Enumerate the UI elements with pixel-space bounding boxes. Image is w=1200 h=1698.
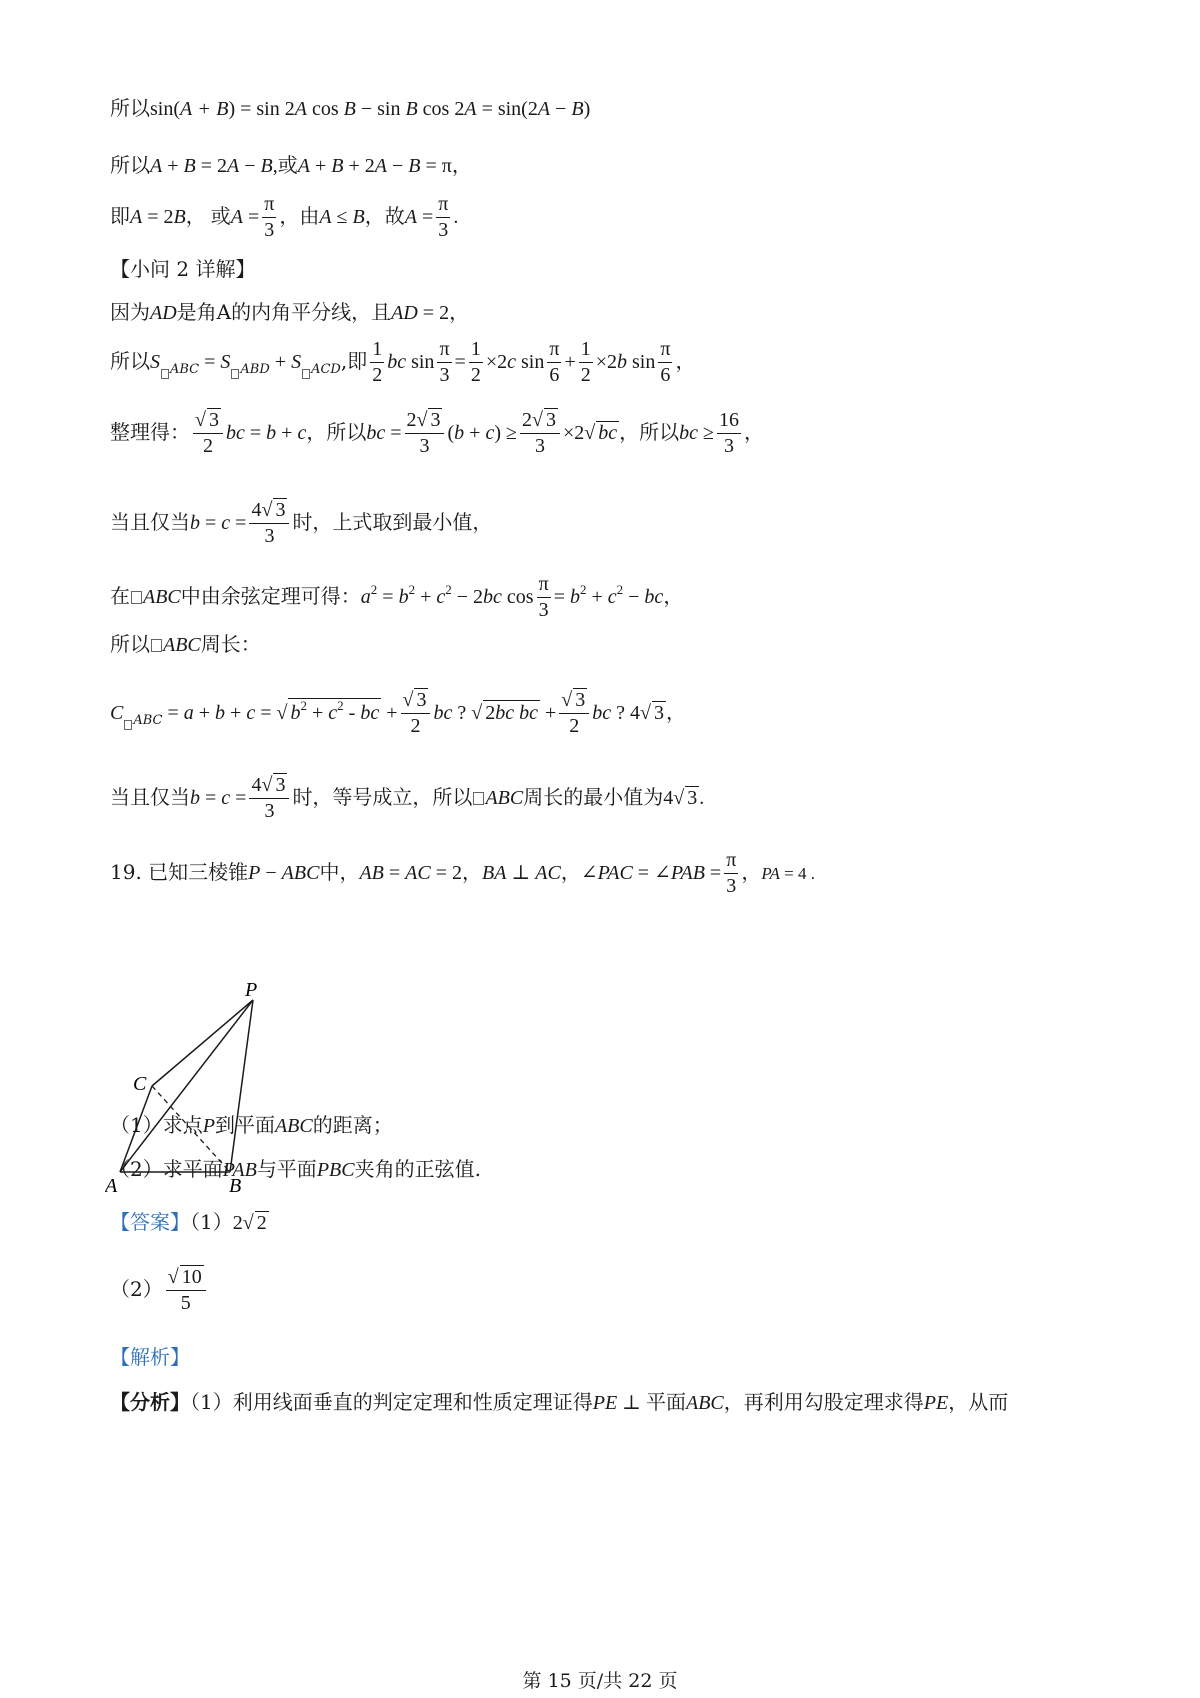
answer-2: （2） $\frac{√ 10}{5}$ xyxy=(110,1265,209,1316)
analysis-tag: 【解析】 xyxy=(110,1345,190,1369)
problem-19-statement: 19. 已知三棱锥P − ABC中，AB = AC = 2，BA ⊥ AC，∠PAC = ∠PAB = $\frac{\pi}{3}$ ，PA = 4 . xyxy=(110,849,815,897)
formula-line-3: 即A = 2B， 或A = $\frac{\pi}{3}$ ，由A ≤ B，故A = $\frac{\pi}{3}$ . xyxy=(110,193,459,241)
label-c: C xyxy=(133,1073,147,1095)
analysis-line: 【分析】（1）利用线面垂直的判定定理和性质定理证得PE ⊥ 平面ABC，再利用勾股定理求得PE，从而 xyxy=(110,1390,1009,1414)
sub-question-2: （2）求平面PAB与平面PBC夹角的正弦值. xyxy=(110,1157,481,1181)
formula-line-9: 在 ABC中由余弦定理可得：$a^2 = b^2 + c^2 - 2bc$ cos $\frac{\pi}{3}$ = $b^2 + c^2$ − bc， xyxy=(110,573,684,621)
formula-line-8: 当且仅当b = c = $\frac{4√ 3}{3}$ 时，上式取到最小值， xyxy=(110,499,493,547)
formula-line-11: C $_{ABC}$ = a + b + c = √ $b^2 + c^2$ - bc + $\frac{√ 3}{2}$ bc ? √ 2bc bc + $\frac{√ 3}{2}$ bc ? 4√ 3 ， xyxy=(110,689,687,737)
formula-line-2: 所以A + B = 2A − B,或A + B + 2A − B = π， xyxy=(110,153,472,177)
label-b: B xyxy=(229,1175,242,1197)
section-q2-heading: 【小问 2 详解】 xyxy=(110,257,256,281)
formula-line-1: 所以sin(A + B) = sin 2A cos B − sin B cos 2A = sin(2A − B) xyxy=(110,96,591,120)
label-p: P xyxy=(245,979,258,1001)
answer-1: 【答案】（1）2√ 2 xyxy=(110,1210,267,1234)
formula-line-5: 因为AD是角A的内角平分线，且AD = 2， xyxy=(110,300,470,324)
page-footer: 第 15 页/共 22 页 xyxy=(522,1670,678,1692)
formula-line-12: 当且仅当b = c = $\frac{4√ 3}{3}$ 时，等号成立，所以 ABC周长的最小值为4√ 3 . xyxy=(110,774,705,822)
edge-pc xyxy=(152,1000,253,1086)
sub-question-1: （1）求点P到平面ABC的距离； xyxy=(110,1113,393,1137)
label-a: A xyxy=(105,1175,118,1197)
answer-tag: 【答案】 xyxy=(110,1210,190,1234)
formula-line-7: 整理得： $\frac{√ 3}{2}$ bc = b + c，所以bc = $\frac{2√ 3}{3}$ (b + c) ≥ $\frac{2√ 3}{3}$ ×2√ bc ，所以bc ≥ $\frac{16}{3}$ ， xyxy=(110,409,764,457)
formula-line-10: 所以 ABC周长： xyxy=(110,632,261,656)
formula-line-6: 所以S $_{ABC}$ = S $_{ABD}$ + S $_{ACD}$,即 $\frac{1}{2}$ bc sin $\frac{\pi}{3}$ = $\frac{1}{2}$ ×2c sin $\frac{\pi}{6}$ + $\frac{1}{2}$ ×2b sin $\frac{\pi}{6}$ ， xyxy=(110,338,696,386)
